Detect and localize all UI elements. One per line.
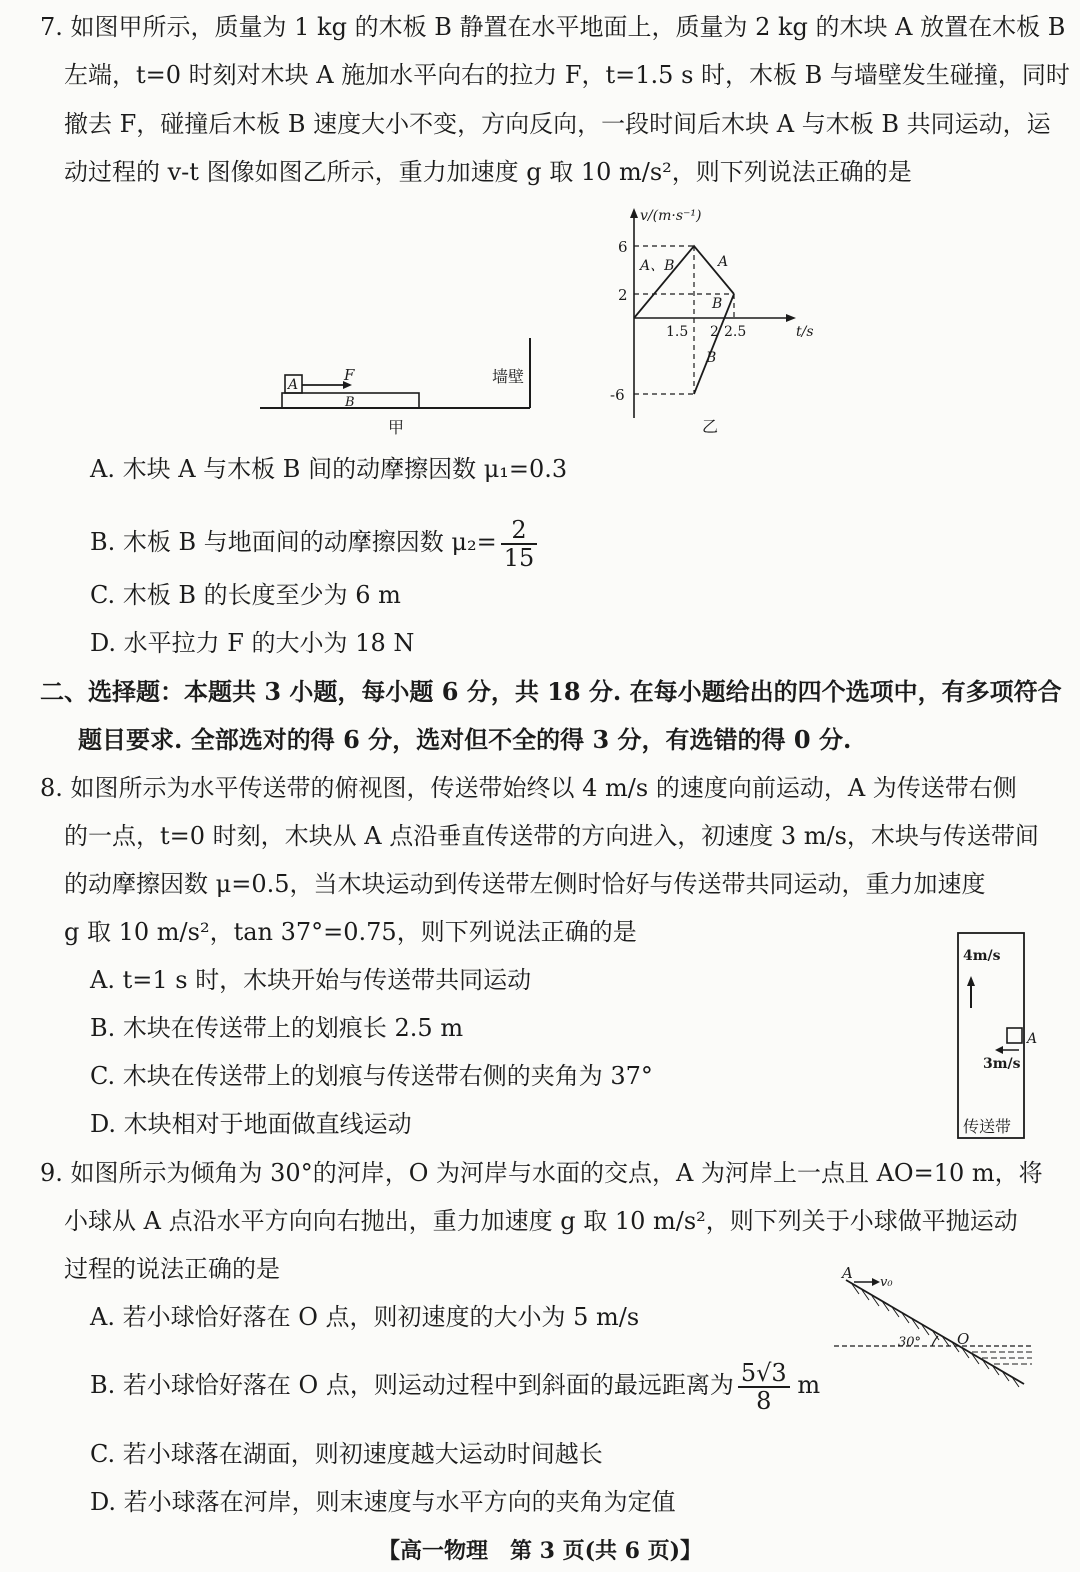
- yi-ylabel: v/(m·s⁻¹): [640, 208, 702, 224]
- q7-line-3: 撤去 F，碰撞后木板 B 速度大小不变，方向反向，一段时间后木块 A 与木板 B 共同运动，运: [64, 110, 1051, 138]
- yi-xlabel: t/s: [796, 324, 814, 340]
- yi-caption: 乙: [702, 417, 719, 436]
- bank-angle-label: 30°: [898, 1335, 922, 1350]
- yi-ytick-neg6: -6: [610, 386, 625, 404]
- q7-option-a: A. 木块 A 与木板 B 间的动摩擦因数 μ₁=0.3: [90, 455, 568, 483]
- q9-option-b-denominator: 8: [756, 1386, 772, 1415]
- yi-ytick-6: 6: [618, 238, 628, 256]
- bank-point-O: O: [957, 1330, 970, 1348]
- yi-xtick-2: 2: [710, 324, 719, 340]
- q8-line-1: 8. 如图所示为水平传送带的俯视图，传送带始终以 4 m/s 的速度向前运动，A 为传送带右侧: [40, 774, 1017, 802]
- page-footer: 【高一物理 第 3 页(共 6 页)】: [377, 1538, 703, 1564]
- figure-river-bank: [832, 1262, 1042, 1392]
- q7-line-2: 左端，t=0 时刻对木块 A 施加水平向右的拉力 F，t=1.5 s 时，木板 B 与墙壁发生碰撞，同时: [64, 61, 1070, 89]
- belt-label: 传送带: [963, 1117, 1012, 1136]
- jia-caption: 甲: [388, 418, 405, 437]
- figure-jia: [255, 330, 545, 440]
- bank-v0-label: v₀: [880, 1275, 893, 1290]
- yi-xtick-1-5: 1.5: [666, 324, 689, 340]
- q8-line-3: 的动摩擦因数 μ=0.5，当木块运动到传送带左侧时恰好与传送带共同运动，重力加速度: [64, 870, 986, 898]
- yi-label-B-upper: B: [712, 296, 723, 312]
- figure-yi: [600, 200, 830, 440]
- q9-line-1: 9. 如图所示为倾角为 30°的河岸，O 为河岸与水面的交点，A 为河岸上一点且 AO=10 m，将: [40, 1159, 1043, 1187]
- yi-xtick-2-5: 2.5: [724, 324, 747, 340]
- q7-option-b-numerator: 2: [501, 517, 538, 545]
- q9-option-b-numerator: 5√3: [738, 1360, 790, 1388]
- q7-option-d: D. 水平拉力 F 的大小为 18 N: [90, 629, 415, 657]
- jia-label-A: A: [288, 377, 299, 393]
- block-speed-label: 3m/s: [983, 1056, 1021, 1072]
- yi-label-B-lower: B: [706, 350, 717, 366]
- q9-line-2: 小球从 A 点沿水平方向向右抛出，重力加速度 g 取 10 m/s²，则下列关于小球做平抛运动: [64, 1207, 1018, 1235]
- q7-line-4: 动过程的 v-t 图像如图乙所示，重力加速度 g 取 10 m/s²，则下列说法正确的是: [64, 158, 912, 186]
- q7-line-1: 7. 如图甲所示，质量为 1 kg 的木板 B 静置在水平地面上，质量为 2 kg 的木块 A 放置在木板 B: [40, 13, 1066, 41]
- q7-option-c: C. 木板 B 的长度至少为 6 m: [90, 581, 401, 609]
- q9-option-b-fraction: [738, 1360, 790, 1414]
- q8-option-b: B. 木块在传送带上的划痕长 2.5 m: [90, 1014, 464, 1042]
- q8-line-4: g 取 10 m/s²，tan 37°=0.75，则下列说法正确的是: [64, 918, 637, 946]
- q9-line-3: 过程的说法正确的是: [64, 1255, 280, 1283]
- belt-point-A: A: [1027, 1031, 1038, 1047]
- yi-label-A: A: [718, 254, 729, 270]
- q9-option-a: A. 若小球恰好落在 O 点，则初速度的大小为 5 m/s: [90, 1303, 640, 1331]
- q7-option-b: [90, 514, 537, 571]
- q9-option-d: D. 若小球落在河岸，则末速度与水平方向的夹角为定值: [90, 1488, 676, 1516]
- q7-option-b-text: B. 木板 B 与地面间的动摩擦因数 μ₂=: [90, 528, 497, 556]
- bank-point-A: A: [842, 1264, 853, 1282]
- q7-option-b-denominator: 15: [503, 543, 535, 572]
- q7-option-b-fraction: [501, 517, 538, 571]
- section-2-heading-1: 二、选择题：本题共 3 小题，每小题 6 分，共 18 分. 在每小题给出的四个选项中，有多项符合: [40, 677, 1062, 706]
- q9-option-b: [90, 1357, 820, 1414]
- q8-line-2: 的一点，t=0 时刻，木块从 A 点沿垂直传送带的方向进入，初速度 3 m/s，木块与传送带间: [64, 822, 1039, 850]
- figure-conveyor-belt: [955, 930, 1050, 1142]
- q9-option-b-text: B. 若小球恰好落在 O 点，则运动过程中到斜面的最远距离为: [90, 1371, 734, 1399]
- jia-label-wall: 墙壁: [492, 367, 525, 386]
- yi-label-AB: A、B: [640, 258, 675, 274]
- belt-speed-label: 4m/s: [963, 948, 1001, 964]
- q8-option-a: A. t=1 s 时，木块开始与传送带共同运动: [90, 966, 532, 994]
- yi-ytick-2: 2: [618, 286, 628, 304]
- jia-label-B: B: [345, 395, 355, 410]
- q9-option-b-unit: m: [797, 1371, 821, 1399]
- q9-option-c: C. 若小球落在湖面，则初速度越大运动时间越长: [90, 1440, 603, 1468]
- q8-option-c: C. 木块在传送带上的划痕与传送带右侧的夹角为 37°: [90, 1062, 653, 1090]
- jia-label-F: F: [344, 366, 355, 384]
- section-2-heading-2: 题目要求. 全部选对的得 6 分，选对但不全的得 3 分，有选错的得 0 分.: [78, 725, 852, 754]
- q8-option-d: D. 木块相对于地面做直线运动: [90, 1110, 412, 1138]
